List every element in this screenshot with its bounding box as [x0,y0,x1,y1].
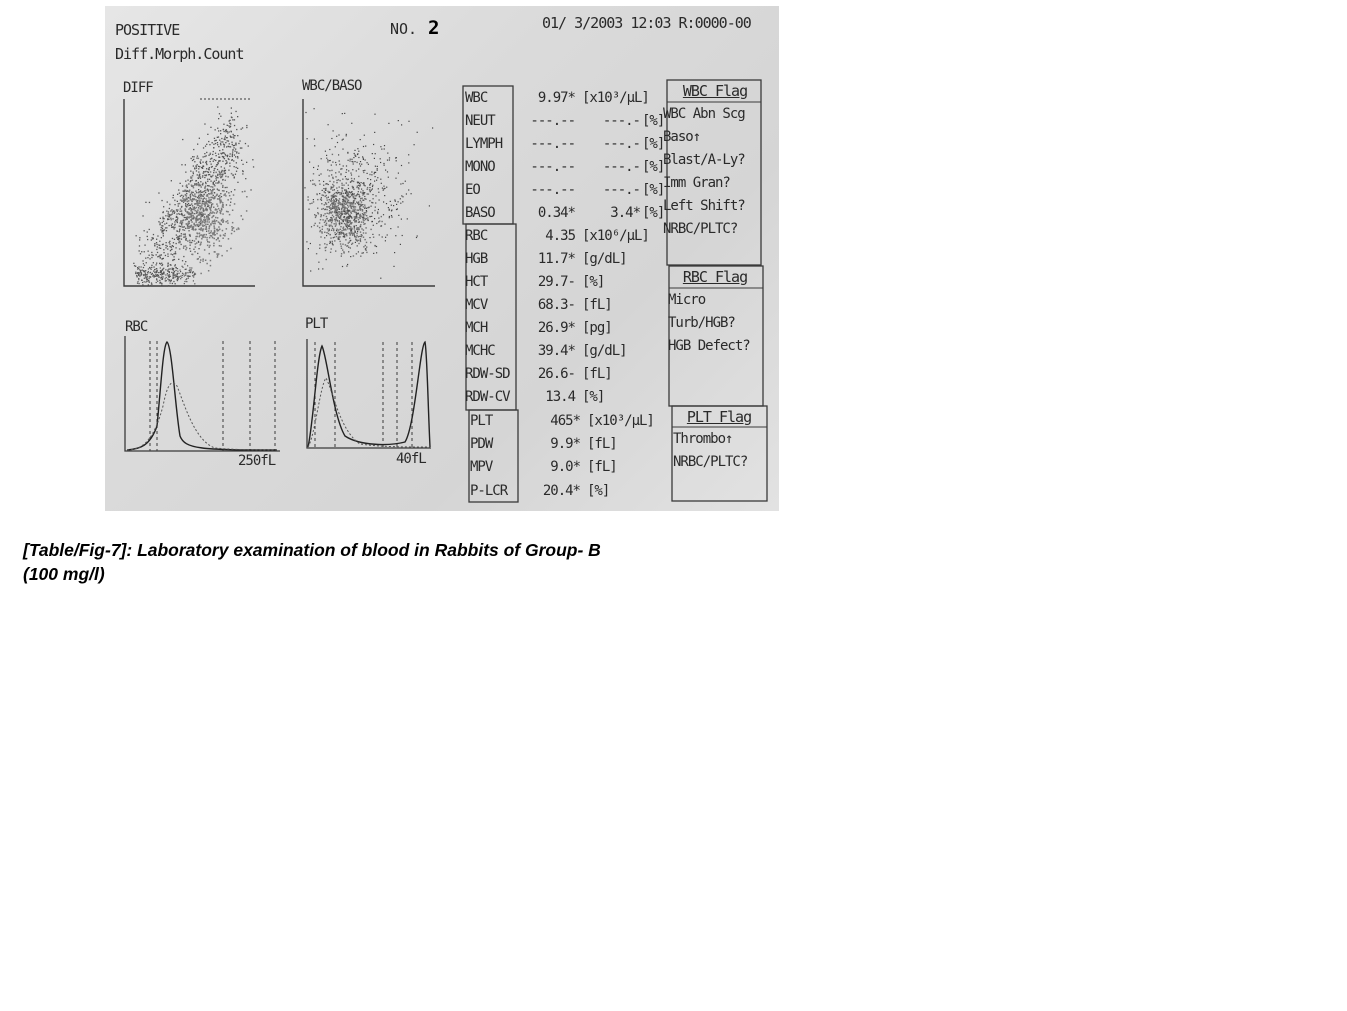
plt-histogram-title: PLT [305,316,328,332]
result-percent: ---.- [602,159,640,175]
result-value: 9.9* [550,436,580,452]
result-param: HCT [465,274,488,290]
result-row-mcv [465,294,765,317]
result-value: 4.35 [545,228,575,244]
diff-plot-title: DIFF [123,80,153,96]
wbc-baso-plot-title: WBC/BASO [302,78,362,94]
result-value: 0.34* [537,205,575,221]
result-value: 9.97* [537,90,575,106]
result-row-rdw-sd [465,363,765,386]
result-unit: [%] [642,159,665,175]
result-param: MCH [465,320,488,336]
result-param: PDW [470,436,493,452]
result-row-p-lcr [470,480,770,503]
result-param: RBC [465,228,488,244]
result-unit: [%] [642,182,665,198]
result-unit: [x10³/μL] [582,90,649,106]
result-row-rdw-cv [465,386,765,409]
flag-item: Baso↑ [663,129,701,145]
result-unit: [%] [642,113,665,129]
figure-caption [23,538,783,586]
rbc-histogram-title: RBC [125,319,148,335]
result-unit: [%] [642,136,665,152]
result-value: 9.0* [550,459,580,475]
result-param: NEUT [465,113,495,129]
flag-item: Micro [668,292,706,308]
flag-item: Left Shift? [663,198,745,214]
flag-item: Imm Gran? [663,175,730,191]
wbc-flag-title: WBC Flag [682,82,748,100]
result-percent: ---.- [602,136,640,152]
rbc-axis-label: 250fL [238,453,276,469]
result-unit: [%] [582,274,605,290]
result-value: 68.3- [537,297,575,313]
result-param: MCHC [465,343,495,359]
result-unit: [x10³/μL] [587,413,654,429]
caption-line-2: (100 mg/l) [23,564,105,584]
result-param: HGB [465,251,488,267]
result-param: PLT [470,413,493,429]
result-value: ---.-- [530,113,575,129]
result-unit: [fL] [582,297,612,313]
result-percent: ---.- [602,182,640,198]
result-value: 26.9* [537,320,575,336]
result-value: ---.-- [530,159,575,175]
status-text: POSITIVE [115,21,180,39]
result-unit: [x10⁶/μL] [582,228,649,244]
result-value: ---.-- [530,182,575,198]
flag-item: WBC Abn Scg [663,106,745,122]
result-unit: [fL] [587,459,617,475]
result-param: RDW-SD [465,366,510,382]
result-unit: [pg] [582,320,612,336]
result-unit: [fL] [587,436,617,452]
plt-flag-title: PLT Flag [686,408,752,426]
result-percent: ---.- [602,113,640,129]
sample-label: NO. [390,20,418,38]
rbc-flag-title: RBC Flag [682,268,748,286]
result-value: 20.4* [542,483,580,499]
result-param: WBC [465,90,488,106]
flag-item: Blast/A-Ly? [663,152,745,168]
caption-line-1: [Table/Fig-7]: Laboratory examination of blood in Rabbits of Group- B [23,540,601,560]
flag-item: Turb/HGB? [668,315,735,331]
result-param: MPV [470,459,493,475]
flag-item: NRBC/PLTC? [673,454,748,470]
mode-text: Diff.Morph.Count [115,45,244,63]
flag-item: NRBC/PLTC? [663,221,738,237]
result-value: 39.4* [537,343,575,359]
result-unit: [g/dL] [582,251,627,267]
plt-axis-label: 40fL [396,451,426,467]
sample-number: 2 [428,17,440,39]
lab-printout-image [105,6,779,511]
result-param: BASO [465,205,495,221]
flag-item: Thrombo↑ [673,431,733,447]
result-value: 26.6- [537,366,575,382]
result-unit: [%] [587,483,610,499]
result-unit: [fL] [582,366,612,382]
result-param: MONO [465,159,495,175]
datetime-text: 01/ 3/2003 12:03 R:0000-00 [542,14,751,32]
result-unit: [%] [642,205,665,221]
flag-item: HGB Defect? [668,338,750,354]
result-value: ---.-- [530,136,575,152]
result-value: 29.7- [537,274,575,290]
result-param: EO [465,182,480,198]
result-value: 13.4 [545,389,575,405]
result-value: 465* [550,413,580,429]
result-value: 11.7* [537,251,575,267]
result-param: RDW-CV [465,389,510,405]
result-unit: [g/dL] [582,343,627,359]
result-percent: 3.4* [610,205,640,221]
result-param: LYMPH [465,136,503,152]
result-unit: [%] [582,389,605,405]
result-param: P-LCR [470,483,508,499]
result-param: MCV [465,297,488,313]
